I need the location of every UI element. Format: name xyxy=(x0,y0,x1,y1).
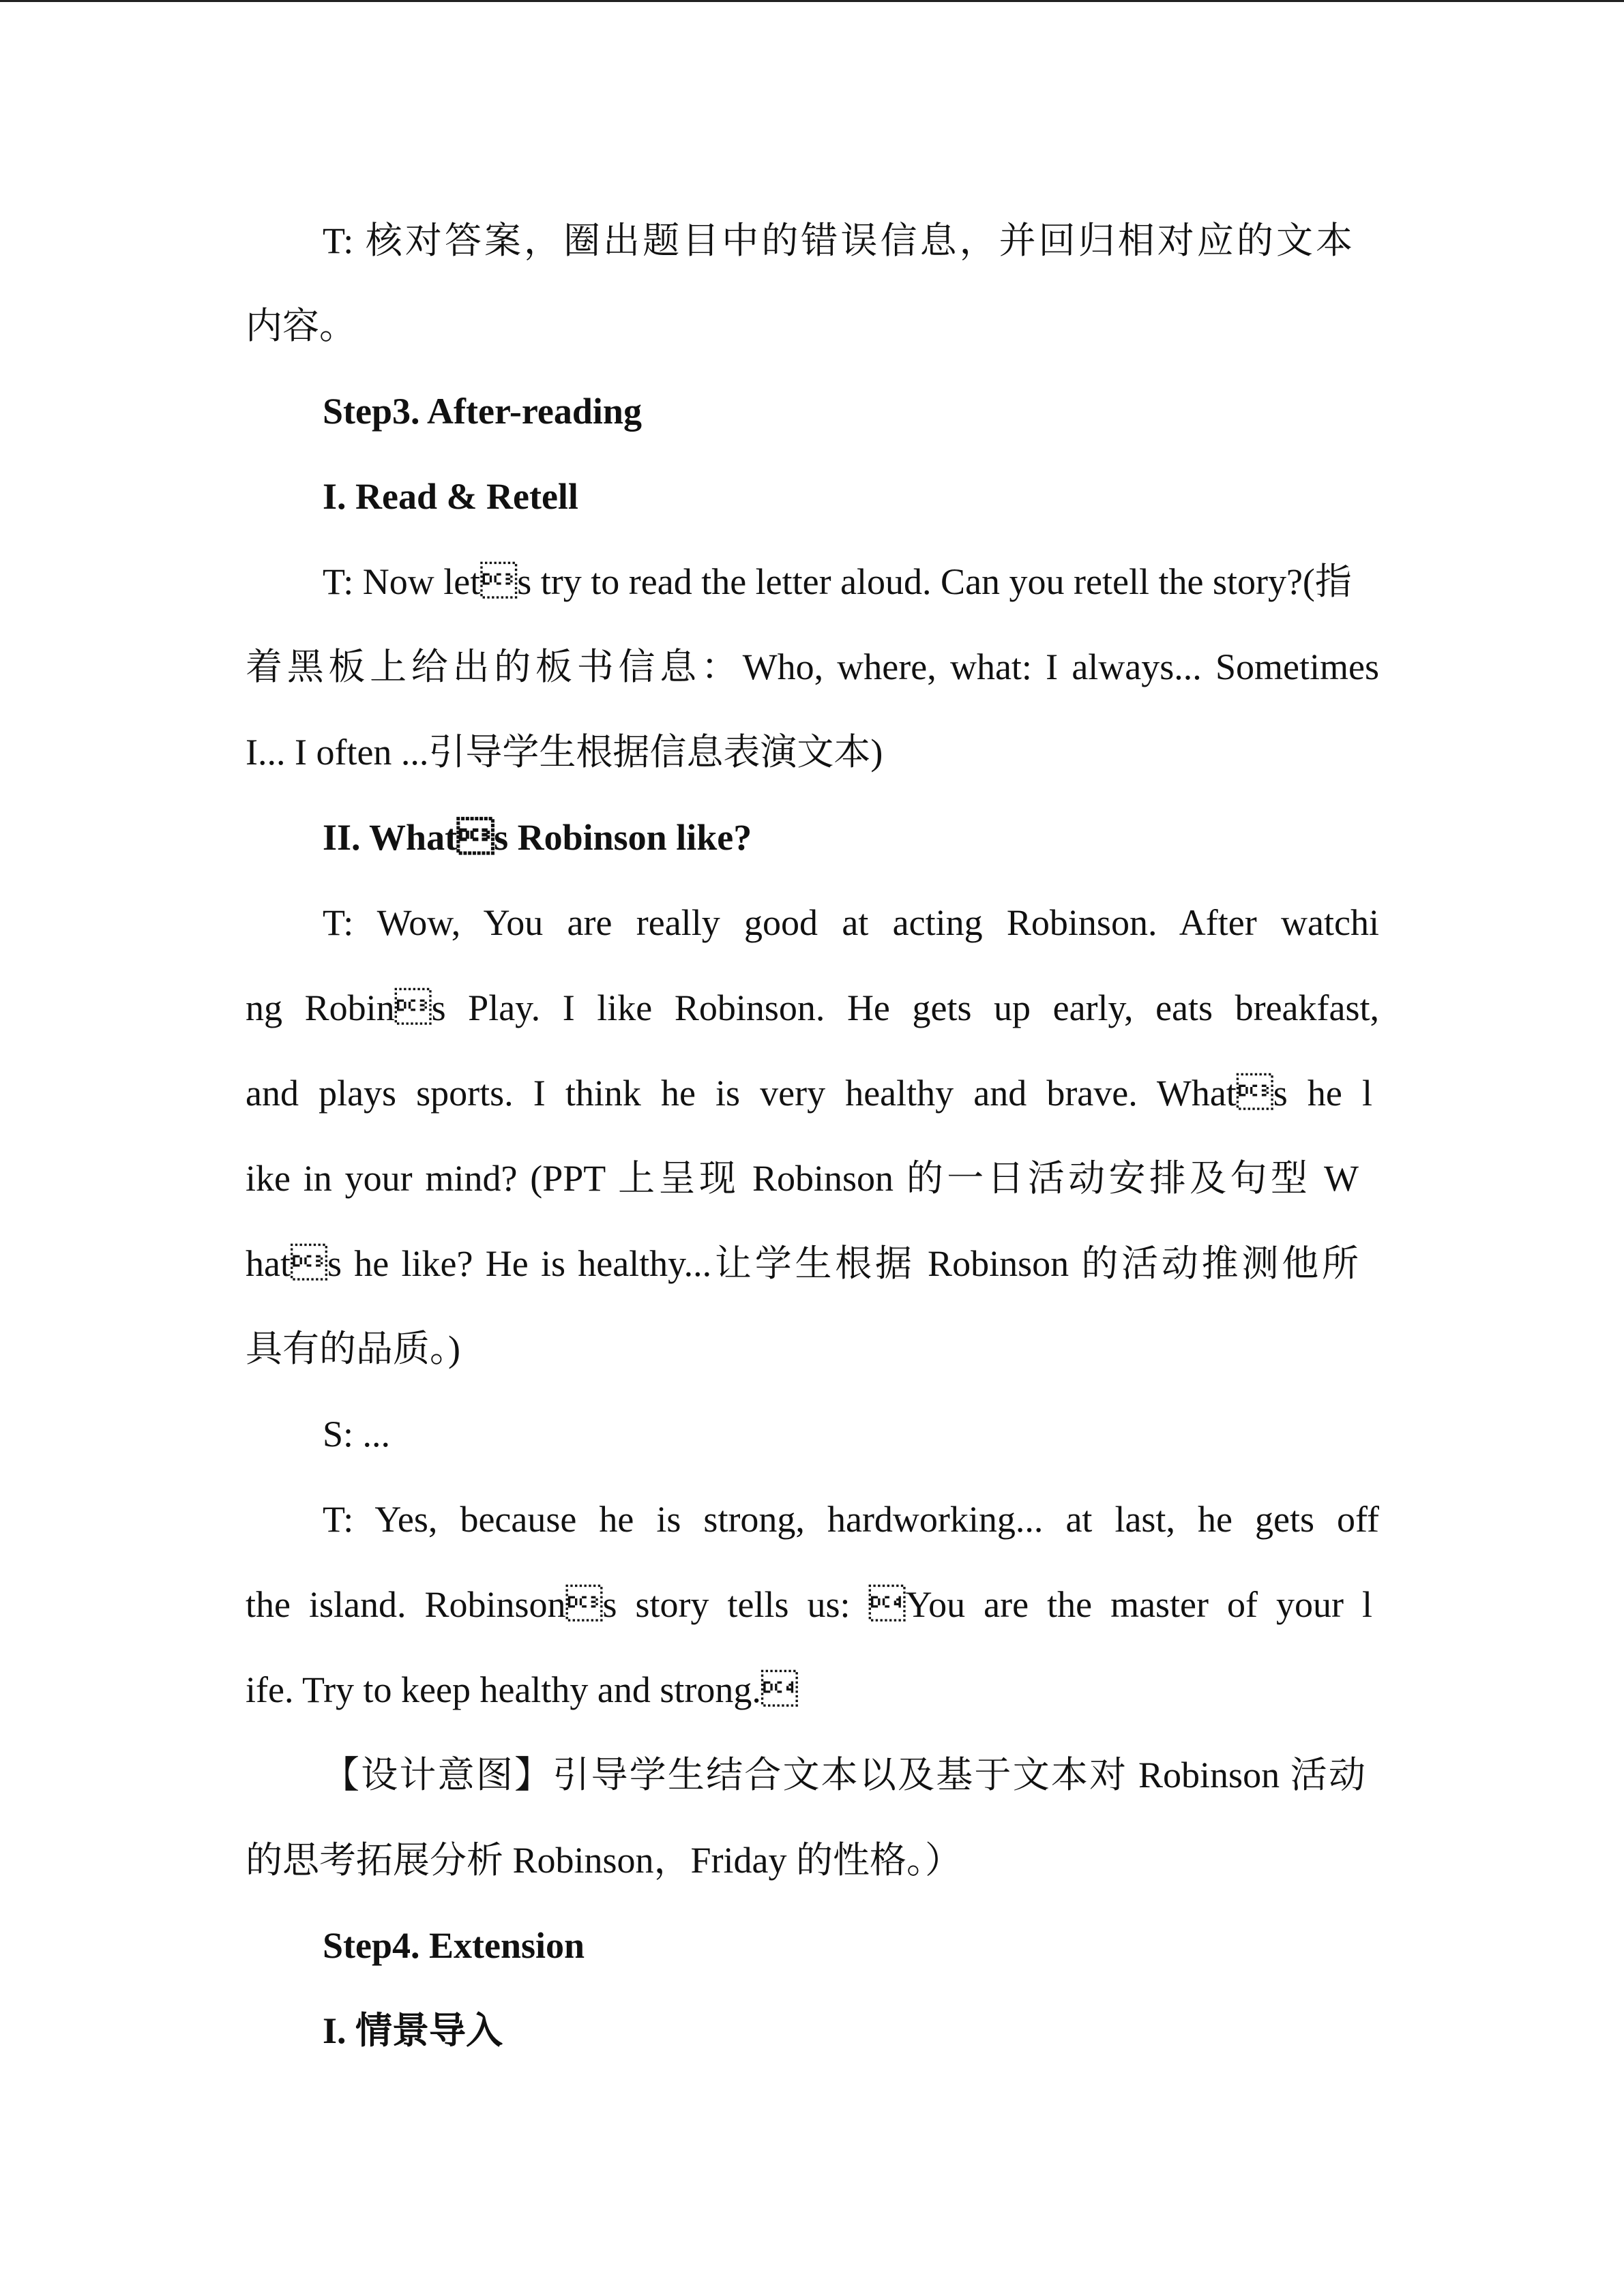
paragraph-line-6: 着黑板上给出的板书信息：Who, where, what: I always... Sometimes xyxy=(246,646,1379,687)
paragraph-line-16: T: Yes, because he is strong, hardworking... at last, he gets off xyxy=(323,1499,1379,1540)
paragraph-line-10: ng Robins Play. I like Robinson. He gets up early, eats breakfast, xyxy=(246,987,1379,1028)
paragraph-line-1: T: 核对答案，圈出题目中的错误信息，并回归相对应的文本 xyxy=(323,220,1353,261)
design-intent-line: 【设计意图】引导学生结合文本以及基于文本对 Robinson 活动 xyxy=(323,1755,1365,1795)
paragraph-line-7: I... I often ...引导学生根据信息表演文本) xyxy=(246,732,883,773)
paragraph-line-12: ike in your mind? (PPT 上呈现 Robinson 的一日活动安排及句型 W xyxy=(246,1158,1359,1199)
paragraph-line-18: ife. Try to keep healthy and strong. xyxy=(246,1669,798,1710)
paragraph-line-20: 的思考拓展分析 Robinson，Friday 的性格。） xyxy=(246,1840,962,1881)
step3-heading: Step3. After-reading xyxy=(323,391,642,432)
paragraph-line-11: and plays sports. I think he is very healthy and brave. Whats he l xyxy=(246,1073,1372,1114)
read-retell-heading: I. Read & Retell xyxy=(323,476,578,517)
student-response-line: S: ... xyxy=(323,1414,391,1455)
paragraph-line-2: 内容。 xyxy=(246,305,356,346)
paragraph-line-14: 具有的品质。) xyxy=(246,1328,460,1369)
step4-heading: Step4. Extension xyxy=(323,1925,585,1966)
whats-robinson-like-heading: II. Whats Robinson like? xyxy=(323,817,752,858)
scenario-intro-heading: I. 情景导入 xyxy=(323,2010,503,2051)
paragraph-line-5: T: Now lets try to read the letter aloud. Can you retell the story?(指 xyxy=(323,561,1352,602)
paragraph-line-13: hats he like? He is healthy...让学生根据 Robinson 的活动推测他所 xyxy=(246,1243,1359,1284)
paragraph-line-17: the island. Robinsons story tells us: You are the master of your l xyxy=(246,1584,1372,1625)
paragraph-line-9: T: Wow, You are really good at acting Robinson. After watchi xyxy=(323,902,1379,943)
